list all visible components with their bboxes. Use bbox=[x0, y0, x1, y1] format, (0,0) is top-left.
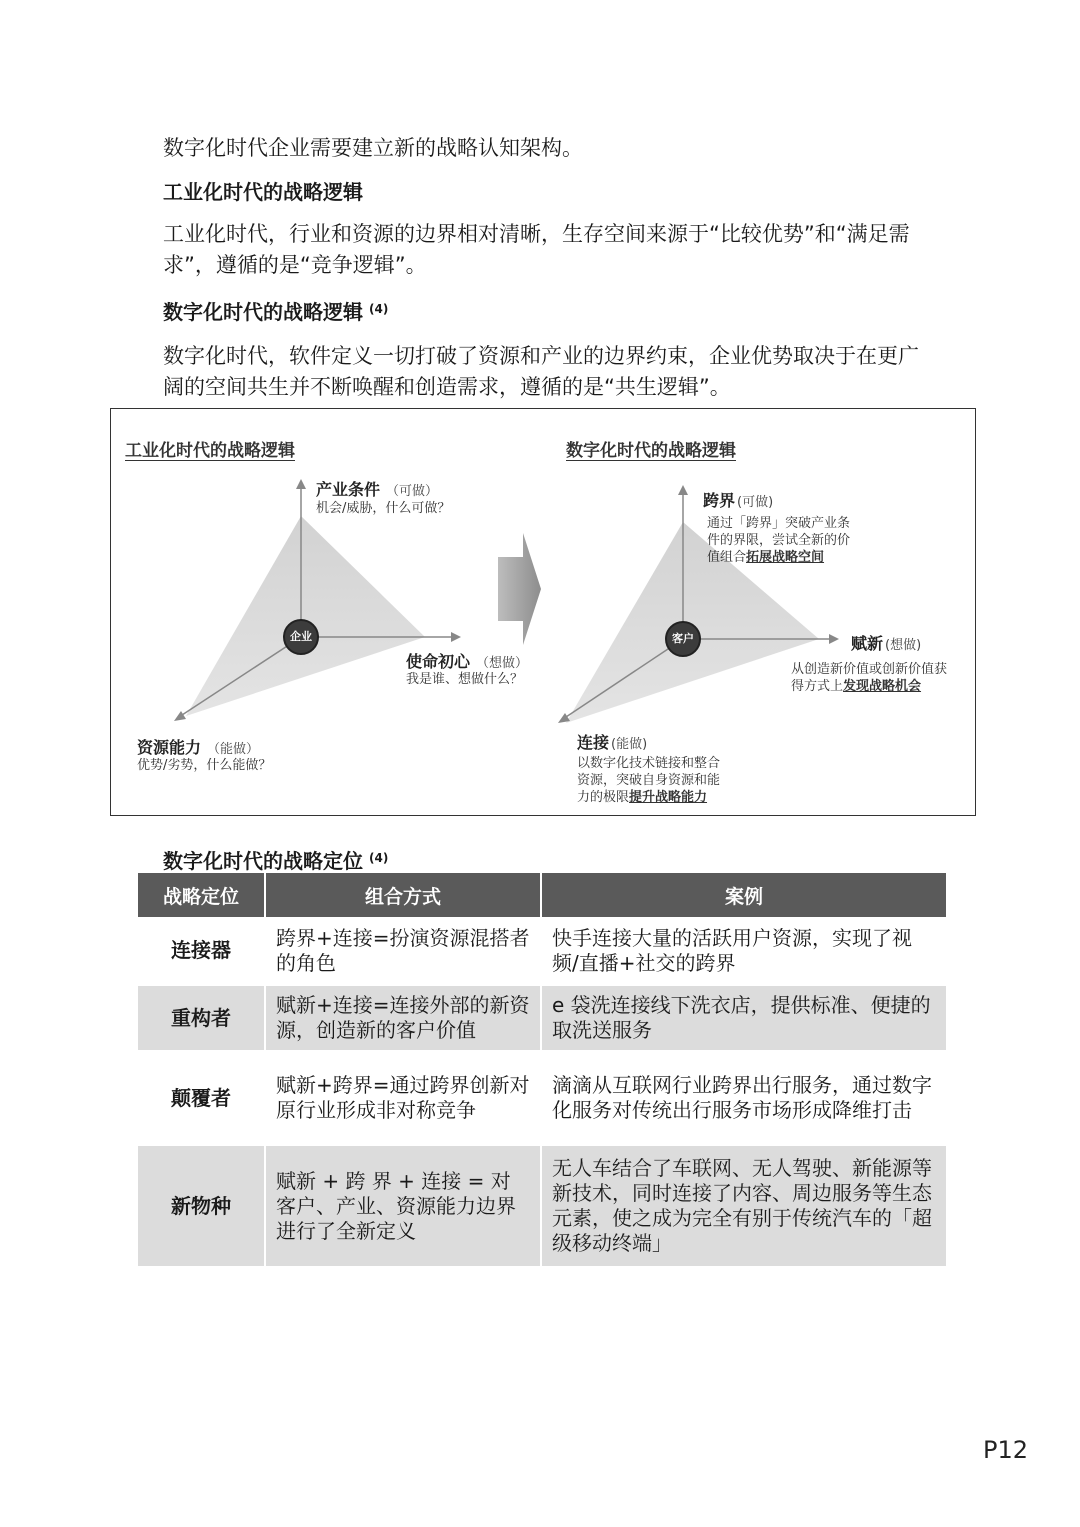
right-right-label: 赋新 (想做) bbox=[851, 634, 922, 653]
table-heading: 数字化时代的战略定位 $^{(4)}$ bbox=[163, 849, 389, 873]
row-combo: 跨界+连接=扮演资源混搭者的角色 bbox=[265, 917, 541, 985]
left-bottom-desc: 优势/劣势，什么能做？ bbox=[137, 758, 272, 773]
row-combo: 赋新+跨界=通过跨界创新对原行业形成非对称竞争 bbox=[265, 1051, 541, 1145]
left-right-desc: 我是谁、想做什么？ bbox=[406, 672, 524, 687]
table-header-row bbox=[138, 873, 946, 917]
right-bottom-desc: 以数字化技术链接和整合 资源，突破自身资源和能 力的极限提升战略能力 bbox=[577, 756, 721, 805]
transition-arrow bbox=[498, 533, 541, 645]
row-case: 快手连接大量的活跃用户资源，实现了视频/直播+社交的跨界 bbox=[541, 917, 946, 985]
left-arrowhead-up bbox=[296, 479, 306, 489]
page-number: P12 bbox=[982, 1436, 1028, 1464]
row-role: 连接器 bbox=[138, 917, 265, 985]
row-role: 重构者 bbox=[138, 985, 265, 1051]
table-row bbox=[138, 985, 946, 1051]
row-combo: 赋新+连接=连接外部的新资源，创造新的客户价值 bbox=[265, 985, 541, 1051]
left-bottom-label: 资源能力 （能做） bbox=[137, 738, 260, 757]
right-arrowhead-up bbox=[678, 485, 688, 495]
table-row bbox=[138, 917, 946, 985]
section2-heading: 数字化时代的战略逻辑 $^{(4)}$ bbox=[163, 300, 389, 324]
row-case: 无人车结合了车联网、无人驾驶、新能源等新技术，同时连接了内容、周边服务等生态元素，使之成为完全有别于传统汽车的「超级移动终端」 bbox=[541, 1145, 946, 1267]
row-role: 新物种 bbox=[138, 1145, 265, 1267]
table-heading-ref: (4) bbox=[369, 851, 389, 865]
left-right-label: 使命初心 （想做） bbox=[406, 652, 529, 671]
right-top-desc: 通过「跨界」突破产业条 件的界限，尝试全新的价 值组合拓展战略空间 bbox=[707, 516, 851, 565]
right-top-label: 跨界 (可做) bbox=[703, 491, 774, 510]
right-center-label: 客户 bbox=[672, 632, 694, 645]
section1-heading: 工业化时代的战略逻辑 bbox=[163, 180, 363, 204]
row-combo: 赋新 + 跨 界 + 连接 = 对客户、产业、资源能力边界进行了全新定义 bbox=[265, 1145, 541, 1267]
left-arrowhead-right bbox=[451, 632, 461, 642]
row-case: 滴滴从互联网行业跨界出行服务，通过数字化服务对传统出行服务市场形成降维打击 bbox=[541, 1051, 946, 1145]
section2-ref: (4) bbox=[369, 302, 389, 316]
left-top-label: 产业条件 （可做） bbox=[316, 480, 439, 499]
header-role: 战略定位 bbox=[138, 873, 265, 917]
right-arrowhead-right bbox=[829, 634, 839, 644]
header-combo: 组合方式 bbox=[265, 873, 541, 917]
left-center-label: 企业 bbox=[290, 630, 312, 643]
section1-text: 工业化时代，行业和资源的边界相对清晰，生存空间来源于“比较优势”和“满足需求”，遵循的是“竞争逻辑”。 bbox=[163, 222, 910, 277]
row-case: e 袋洗连接线下洗衣店，提供标准、便捷的取洗送服务 bbox=[541, 985, 946, 1051]
right-right-desc: 从创造新价值或创新价值获 得方式上发现战略机会 bbox=[791, 662, 948, 694]
left-diagram-title: 工业化时代的战略逻辑 bbox=[125, 441, 295, 461]
left-triangle bbox=[186, 516, 425, 716]
right-bottom-label: 连接 (能做) bbox=[577, 733, 648, 752]
strategy-positioning-table bbox=[138, 873, 946, 1268]
intro-paragraph: 数字化时代企业需要建立新的战略认知架构。 bbox=[163, 136, 583, 160]
section2-text: 数字化时代，软件定义一切打破了资源和产业的边界约束，企业优势取决于在更广阔的空间共生并不断唤醒和创造需求，遵循的是“共生逻辑”。 bbox=[163, 344, 919, 399]
left-arrowhead-down bbox=[174, 711, 186, 721]
table-row bbox=[138, 1051, 946, 1145]
strategy-logic-diagram bbox=[110, 408, 976, 816]
row-role: 颠覆者 bbox=[138, 1051, 265, 1145]
left-top-desc: 机会/威胁，什么可做？ bbox=[316, 501, 451, 516]
header-case: 案例 bbox=[541, 873, 946, 917]
right-diagram-title: 数字化时代的战略逻辑 bbox=[566, 441, 736, 461]
table-row bbox=[138, 1145, 946, 1267]
